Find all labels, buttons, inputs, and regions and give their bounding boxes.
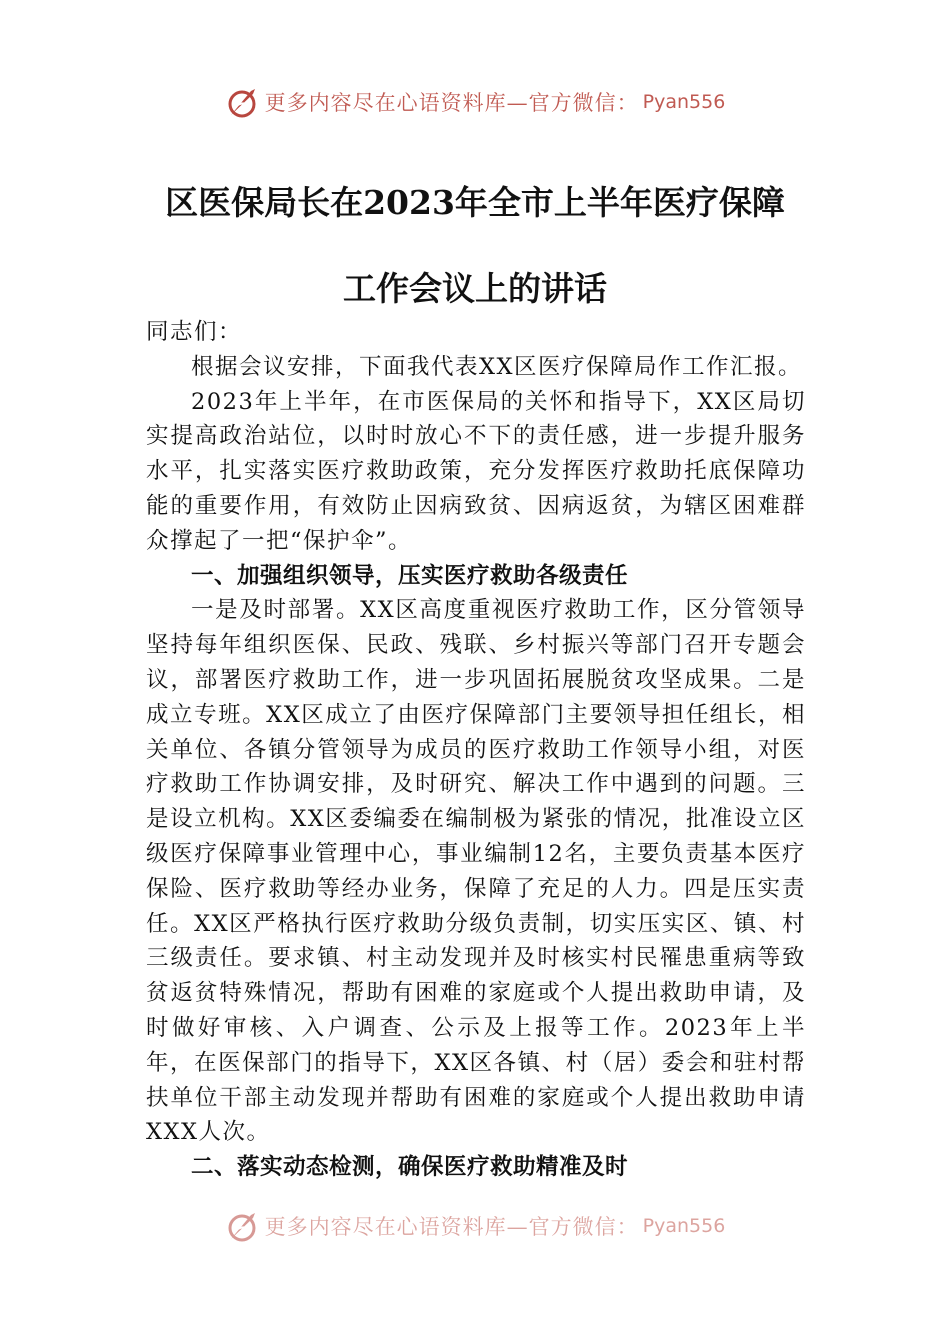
document-title — [100, 160, 850, 332]
paragraph-intro: 根据会议安排，下面我代表XX区医疗保障局作工作汇报。 — [191, 353, 803, 380]
title-line-1: 区医保局长在2023年全市上半年医疗保障 — [165, 183, 785, 222]
document-body — [146, 315, 806, 1185]
quill-seal-icon — [225, 85, 259, 119]
paragraph-section-1: 一是及时部署。XX区高度重视医疗救助工作，区分管领导坚持每年组织医保、民政、残联、乡村振兴等部门召开专题会议，部署医疗救助工作，进一步巩固拓展脱贫攻坚成果。二是成立专班。XX区成立了由医疗保障部门主要领导担任组长，相关单位、各镇分管领导为成员的医疗救助工作领导小组，对医疗救助工作协调安排，及时研究、解决工作中遇到的问题。三是设立机构。XX区委编委在编制极为紧张的情况，批准设立区级医疗保障事业管理中心，事业编制12名，主要负责基本医疗保险、医疗救助等经办业务，保障了充足的人力。四是压实责任。XX区严格执行医疗救助分级负责制，切实压实区、镇、村三级责任。要求镇、村主动发现并及时核实村民罹患重病等致贫返贫特殊情况，帮助有困难的家庭或个人提出救助申请，及时做好审核、入户调查、公示及上报等工作。2023年上半年，在医保部门的指导下，XX区各镇、村（居）委会和驻村帮扶单位干部主动发现并帮助有困难的家庭或个人提出救助申请XXX人次。 — [146, 597, 806, 1146]
section-heading-2: 二、落实动态检测，确保医疗救助精准及时 — [191, 1154, 629, 1181]
watermark-text: 更多内容尽在心语资料库—官方微信： — [264, 91, 639, 115]
title-line-2: 工作会议上的讲话 — [343, 269, 607, 308]
watermark-wechat-id: Pyan556 — [642, 1215, 726, 1237]
watermark-wechat-id: Pyan556 — [642, 91, 726, 113]
watermark-text: 更多内容尽在心语资料库—官方微信： — [264, 1215, 639, 1239]
paragraph-summary: 2023年上半年，在市医保局的关怀和指导下，XX区局切实提高政治站位，以时时放心不下的责任感，进一步提升服务水平，扎实落实医疗救助政策，充分发挥医疗救助托底保障功能的重要作用，有效防止因病致贫、因病返贫，为辖区困难群众撑起了一把“保护伞”。 — [146, 388, 806, 554]
salutation: 同志们： — [146, 319, 243, 345]
watermark-footer — [0, 1204, 950, 1248]
quill-seal-icon — [225, 1209, 259, 1243]
section-heading-1: 一、加强组织领导，压实医疗救助各级责任 — [191, 562, 629, 589]
watermark-header — [0, 80, 950, 124]
